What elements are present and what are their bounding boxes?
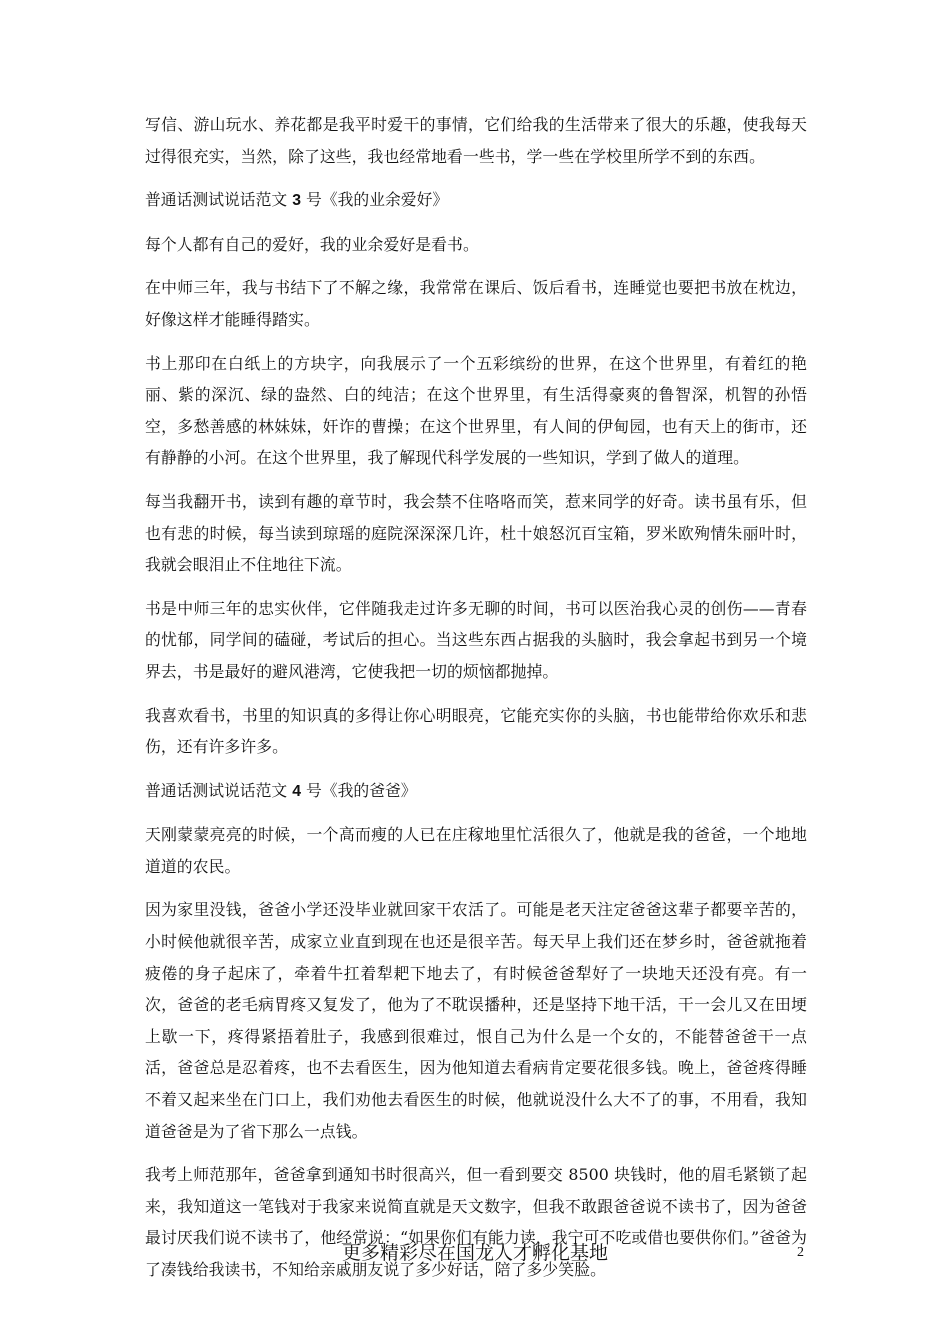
section-3-paragraph: 书是中师三年的忠实伙伴，它伴随我走过许多无聊的时间，书可以医治我心灵的创伤——青春的忧郁，同学间的磕碰，考试后的担心。当这些东西占据我的头脑时，我会拿起书到另一个境界去，书是最好的避风港湾，它使我把一切的烦恼都抛掉。 xyxy=(145,598,807,681)
section-3-paragraph: 每个人都有自己的爱好，我的业余爱好是看书。 xyxy=(145,234,479,254)
section-4-paragraph: 因为家里没钱，爸爸小学还没毕业就回家干农活了。可能是老天注定爸爸这辈子都要辛苦的，小时候他就很辛苦，成家立业直到现在也还是很辛苦。每天早上我们还在梦乡时，爸爸就拖着疲倦的身子起床了，牵着牛扛着犁耙下地去了，有时候爸爸犁好了一块地天还没有亮。有一次，爸爸的老毛病胃疼又复发了，他为了不耽误播种，还是坚持下地干活，干一会儿又在田埂上歇一下，疼得紧捂着肚子，我感到很难过，恨自己为什么是一个女的，不能替爸爸干一点活，爸爸总是忍着疼，也不去看医生，因为他知道去看病肯定要花很多钱。晚上，爸爸疼得睡不着又起来坐在门口上，我们劝他去看医生的时候，他就说没什么大不了的事，不用看，我知道爸爸是为了省下那么一点钱。 xyxy=(145,900,807,1141)
section-3-paragraph: 书上那印在白纸上的方块字，向我展示了一个五彩缤纷的世界，在这个世界里，有着红的艳丽、紫的深沉、绿的盎然、白的纯洁；在这个世界里，有生活得豪爽的鲁智深，机智的孙悟空，多愁善感的林妹妹，奸诈的曹操；在这个世界里，有人间的伊甸园，也有天上的街市，还有静静的小河。在这个世界里，我了解现代科学发展的一些知识，学到了做人的道理。 xyxy=(145,353,807,468)
section-4-paragraph: 我考上师范那年，爸爸拿到通知书时很高兴，但一看到要交 8500 块钱时，他的眉毛紧锁了起来，我知道这一笔钱对于我家来说简直就是天文数字，但我不敢跟爸爸说不读书了，因为爸爸最讨厌我们说不读书了，他经常说：“如果你们有能力读，我宁可不吃或借也要供你们。”爸爸为了凑钱给我读书，不知给亲戚朋友说了多少好话，陪了多少笑脸。 xyxy=(145,1165,807,1279)
section-3-paragraph: 我喜欢看书，书里的知识真的多得让你心明眼亮，它能充实你的头脑，书也能带给你欢乐和悲伤，还有许多许多。 xyxy=(145,705,807,757)
footer-text: 更多精彩尽在国龙人才孵化基地 xyxy=(341,1242,608,1264)
section-4-heading xyxy=(145,775,807,808)
page-footer xyxy=(0,1238,950,1268)
section-3-paragraph: 每当我翻开书，读到有趣的章节时，我会禁不住咯咯而笑，惹来同学的好奇。读书虽有乐，但也有悲的时候，每当读到琼瑶的庭院深深深几许，杜十娘怒沉百宝箱，罗米欧殉情朱丽叶时，我就会眼泪止不住地往下流。 xyxy=(145,491,807,575)
page-number: 2 xyxy=(797,1245,804,1260)
section-4-title-suffix: 号《我的爸爸》 xyxy=(301,780,417,800)
document-body xyxy=(145,109,807,1298)
section-3-paragraph: 在中师三年，我与书结下了不解之缘，我常常在课后、饭后看书，连睡觉也要把书放在枕边，好像这样才能睡得踏实。 xyxy=(145,278,807,329)
section-4-title-prefix: 普通话测试说话范文 xyxy=(145,780,293,800)
section-3-title-number: 3 xyxy=(292,192,301,210)
section-4-paragraph: 天刚蒙蒙亮亮的时候，一个高而瘦的人已在庄稼地里忙活很久了，他就是我的爸爸，一个地地道道的农民。 xyxy=(145,825,807,876)
section-4-title-number: 4 xyxy=(292,782,301,800)
section-3-title-prefix: 普通话测试说话范文 xyxy=(145,190,293,210)
paragraph-intro: 写信、游山玩水、养花都是我平时爱干的事情，它们给我的生活带来了很大的乐趣，使我每天过得很充实，当然，除了这些，我也经常地看一些书，学一些在学校里所学不到的东西。 xyxy=(145,115,807,166)
section-3-heading xyxy=(145,184,807,217)
section-3-title-suffix: 号《我的业余爱好》 xyxy=(301,190,449,210)
